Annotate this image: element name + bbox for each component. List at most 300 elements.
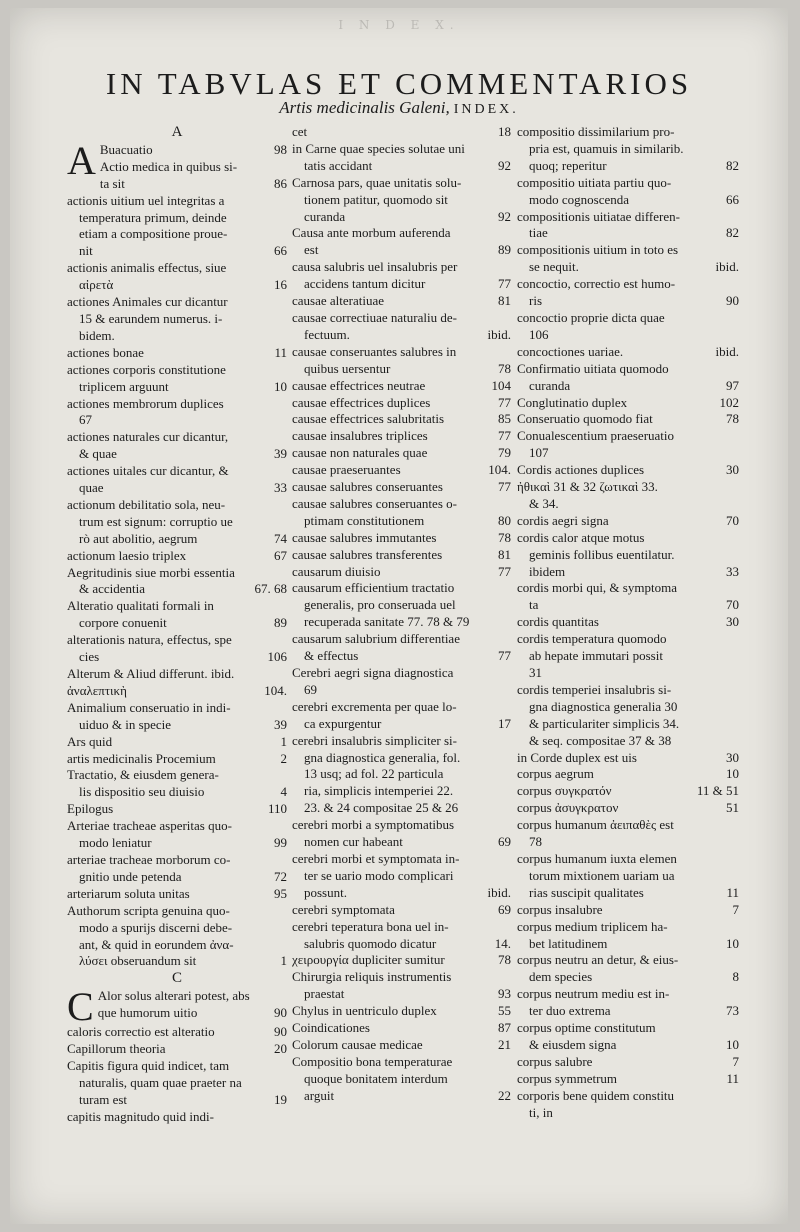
entry-line: 33 ibidem (529, 563, 739, 579)
entry-line: ti, in (529, 1104, 553, 1120)
page-reference: 102 (719, 394, 739, 410)
entry-line: 89 corpore conuenit (79, 615, 287, 631)
index-entry (517, 242, 739, 276)
index-entry (517, 851, 739, 902)
entry-line: ἠθικαὶ 31 & 32 ζωτικαὶ 33. (517, 479, 658, 495)
entry-line: ibid. se nequit. (529, 259, 739, 275)
entry-line: Alteratio qualitati formali in (67, 598, 214, 614)
index-entry (517, 919, 739, 953)
page-reference: 97 (726, 377, 739, 393)
page-reference: 8 (732, 969, 739, 985)
page-reference: 93 (498, 986, 511, 1002)
entry-line: 55 Chylus in uentriculo duplex (292, 1003, 511, 1019)
index-entry (292, 1037, 511, 1054)
entry-line: 82 tiae (529, 225, 739, 241)
entry-line: ibid. possunt. (304, 884, 511, 900)
entry-line: 30 Cordis actiones duplices (517, 462, 739, 478)
page-reference: 77 (498, 563, 511, 579)
index-entry (292, 919, 511, 953)
entry-line: cordis calor atque motus (517, 529, 645, 545)
entry-line: 70 ta (529, 597, 739, 613)
section-letter-header: C (171, 970, 182, 987)
page-reference: 74 (274, 530, 287, 546)
index-entry (292, 428, 511, 445)
page-reference: 66 (726, 191, 739, 207)
book-page (10, 8, 788, 1224)
entry-line: Confirmatio uitiata quomodo (517, 360, 669, 376)
entry-line: Causa ante morbum auferenda (292, 225, 451, 241)
page-reference: ibid. (487, 326, 511, 342)
entry-line: actionis animalis effectus, siue (67, 260, 227, 276)
index-entry (292, 496, 511, 530)
index-entry (67, 734, 287, 751)
entry-line: Carnosa pars, quae unitatis solu- (292, 174, 462, 190)
entry-line: 82 quoq; reperitur (529, 157, 739, 173)
index-entry (292, 902, 511, 919)
index-entry (517, 276, 739, 310)
entry-line: 67 actionum laesio triplex (67, 547, 287, 563)
page-reference: 51 (726, 800, 739, 816)
index-entry (517, 766, 739, 783)
index-entry (517, 952, 739, 986)
entry-line: 11 & 51 corpus συγκρατόν (517, 783, 739, 799)
page-title: IN TABVLAS ET COMMENTARIOS (105, 66, 693, 101)
index-entry (517, 344, 739, 361)
index-entry (292, 259, 511, 293)
page-reference: 77 (498, 394, 511, 410)
index-entry (292, 817, 511, 851)
index-entry (292, 851, 511, 902)
index-entry (292, 1003, 511, 1020)
page-reference: 89 (498, 242, 511, 258)
page-reference: 82 (726, 157, 739, 173)
entry-line: tionem patitur, quomodo sit (304, 191, 448, 207)
entry-line: 70 cordis aegri signa (517, 512, 739, 528)
index-entry (517, 1071, 739, 1088)
index-entry (517, 817, 739, 851)
page-reference: 90 (274, 1024, 287, 1040)
index-entry (292, 411, 511, 428)
index-entry (292, 310, 511, 344)
entry-line: Alor solus alterari potest, abs (97, 988, 250, 1004)
entry-line: 8 dem species (529, 969, 739, 985)
index-entry (292, 293, 511, 310)
index-entry (292, 564, 511, 581)
entry-line: 104. ἀναλεπτικὴ (67, 682, 287, 698)
entry-line: corpus humanum iuxta elemen (517, 850, 677, 866)
index-entry (292, 1054, 511, 1105)
entry-line: 77 causae effectrices duplices (292, 394, 511, 410)
index-entry (292, 479, 511, 496)
page-reference: 11 (274, 344, 287, 360)
page-reference: 77 (498, 276, 511, 292)
index-entry (67, 984, 287, 1030)
page-reference: 7 (732, 901, 739, 917)
entry-line: causarum salubrium differentiae (292, 631, 460, 647)
index-entry (292, 699, 511, 733)
page-reference: 70 (726, 512, 739, 528)
entry-line: torum mixtionem uariam ua (529, 867, 675, 883)
index-entry (517, 1088, 739, 1122)
page-reference: 2 (280, 750, 287, 766)
entry-line: 106 cies (79, 649, 287, 665)
index-entry (517, 175, 739, 209)
index-entry (517, 395, 739, 412)
entry-line: causarum efficientium tractatio (292, 580, 455, 596)
entry-line: naturalis, quam quae praeter na (79, 1074, 242, 1090)
entry-line: 77 & effectus (304, 648, 511, 664)
index-entry (517, 479, 739, 513)
page-reference: 33 (274, 480, 287, 496)
entry-line: 1 λύσει obseruandum sit (79, 953, 287, 969)
entry-line: 69 nomen cur habeant (304, 834, 511, 850)
entry-line: actionum debilitatio sola, neu- (67, 496, 226, 512)
index-entry (67, 666, 287, 683)
entry-line: corpus neutru an detur, & eius- (517, 952, 679, 968)
page-reference: 106 (267, 649, 287, 665)
index-entry (292, 141, 511, 175)
index-entry (67, 463, 287, 497)
page-reference: 10 (274, 378, 287, 394)
entry-line: 89 est (304, 242, 511, 258)
entry-line: 104. causae praeseruantes (292, 462, 511, 478)
index-entry (517, 682, 739, 750)
entry-line: 78 (529, 834, 542, 850)
entry-line: corporis bene quidem constitu (517, 1087, 675, 1103)
entry-line: 90 ris (529, 293, 739, 309)
page-reference: 33 (726, 563, 739, 579)
index-entry (517, 614, 739, 631)
entry-line: 97 curanda (529, 377, 739, 393)
index-entry (67, 818, 287, 852)
entry-line: Chirurgia reliquis instrumentis (292, 969, 452, 985)
index-entry (67, 683, 287, 700)
entry-line: 31 (529, 665, 542, 680)
entry-line: Actio medica in quibus si- (99, 158, 238, 174)
page-reference: 16 (274, 277, 287, 293)
index-entry (67, 362, 287, 396)
index-entry (517, 986, 739, 1020)
index-entry (517, 310, 739, 344)
entry-line: actiones Animales cur dicantur (67, 294, 228, 310)
page-reference: 66 (274, 243, 287, 259)
entry-line: 78 χειρουργία dupliciter sumitur (292, 952, 511, 968)
index-entry (517, 462, 739, 479)
index-entry (67, 548, 287, 565)
entry-line: actionis uitium uel integritas a (67, 192, 225, 208)
entry-line: 77 causarum diuisio (292, 563, 511, 579)
entry-line: Authorum scripta genuina quo- (67, 902, 230, 918)
entry-line: 110 Epilogus (67, 801, 287, 817)
page-reference: 20 (274, 1041, 287, 1057)
index-entry (292, 580, 511, 631)
page-reference: 92 (498, 157, 511, 173)
page-reference: 78 (498, 360, 511, 376)
index-entry (67, 396, 287, 430)
entry-line: modo a spurijs discerni debe- (79, 919, 233, 935)
entry-line: cerebri insalubris simpliciter si- (292, 732, 457, 748)
index-entry (67, 700, 287, 734)
entry-line: 90 que humorum uitio (97, 1005, 287, 1021)
page-reference: 39 (274, 716, 287, 732)
page-reference: 82 (726, 225, 739, 241)
entry-line: cordis morbi qui, & symptoma (517, 580, 677, 596)
entry-line: cerebri teperatura bona uel in- (292, 918, 449, 934)
entry-line: generalis, pro conseruada uel (304, 597, 456, 613)
page-reference: 110 (267, 801, 287, 817)
entry-line: 73 ter duo extrema (529, 1003, 739, 1019)
entry-line: corpus medium triplicem ha- (517, 918, 668, 934)
index-entry (67, 598, 287, 632)
index-entry (67, 260, 287, 294)
entry-line: 33 quae (79, 480, 287, 496)
index-entry (67, 767, 287, 801)
index-entry (517, 902, 739, 919)
entry-line: ibid. concoctiones uariae. (517, 343, 739, 359)
entry-line: 67. 68 & accidentia (79, 581, 287, 597)
page-reference: 11 & 51 (696, 783, 739, 799)
page-reference: 39 (274, 446, 287, 462)
page-reference: 67 (274, 547, 287, 563)
page-reference: 78 (726, 411, 739, 427)
entry-line: 10 corpus aegrum (517, 766, 739, 782)
entry-line: recuperada sanitate 77. 78 & 79 (304, 614, 470, 630)
page-reference: 77 (498, 648, 511, 664)
entry-line: capitis magnitudo quid indi- (67, 1108, 214, 1124)
entry-line: Cerebri aegri signa diagnostica (292, 665, 454, 680)
page-reference: 30 (726, 614, 739, 630)
index-entry (517, 209, 739, 243)
entry-line: & particulariter simplicis 34. (529, 715, 680, 731)
entry-line: 1 Ars quid (67, 733, 287, 749)
entry-line: causae salubres conseruantes o- (292, 495, 457, 511)
page-reference: 78 (498, 952, 511, 968)
index-entry (292, 665, 511, 699)
entry-line: Tractatio, & eiusdem genera- (67, 767, 219, 783)
page-reference: 78 (498, 529, 511, 545)
page-reference: 69 (498, 901, 511, 917)
page-reference: 11 (726, 884, 739, 900)
entry-line: 11 rias suscipit qualitates (529, 884, 739, 900)
entry-line: 20 Capillorum theoria (67, 1041, 287, 1057)
entry-line: concoctio, correctio est humo- (517, 276, 676, 292)
page-reference: 10 (726, 935, 739, 951)
index-entry (517, 1020, 739, 1054)
entry-line: causae conseruantes salubres in (292, 343, 457, 359)
index-entry (67, 497, 287, 548)
entry-line: 2 artis medicinalis Procemium (67, 750, 287, 766)
page-reference: 10 (726, 766, 739, 782)
entry-line: 66 nit (79, 243, 287, 259)
page-reference: 69 (498, 834, 511, 850)
index-entry (292, 124, 511, 141)
entry-line: 92 curanda (304, 208, 511, 224)
page-reference: 79 (498, 445, 511, 461)
entry-line: 30 in Corde duplex est uis (517, 749, 739, 765)
page-reference: 99 (274, 835, 287, 851)
page-reference: 104 (491, 377, 511, 393)
entry-line: cordis temperatura quomodo (517, 631, 667, 647)
entry-line: 99 modo leniatur (79, 835, 287, 851)
page-reference: 17 (498, 715, 511, 731)
entry-line: ter se uario modo complicari (304, 867, 454, 883)
index-entry (517, 631, 739, 682)
entry-line: actiones naturales cur dicantur, (67, 429, 229, 445)
entry-line: in Carne quae species solutae uni (292, 140, 465, 156)
entry-line: compositionis uitium in toto es (517, 242, 679, 258)
index-entry (517, 1054, 739, 1071)
page-reference: 19 (274, 1091, 287, 1107)
page-reference: 77 (498, 479, 511, 495)
entry-line: Conualescentium praeseruatio (517, 428, 675, 444)
index-entry (67, 137, 287, 193)
entry-line: causae correctiuae naturaliu de- (292, 309, 457, 325)
page-reference: 10 (726, 1036, 739, 1052)
entry-line: 92 tatis accidant (304, 157, 511, 173)
entry-line: Alterum & Aliud differunt. ibid. (67, 666, 235, 681)
entry-line: corpus optime constitutum (517, 1020, 656, 1036)
page-reference: 1 (280, 953, 287, 969)
entry-line: Animalium conseruatio in indi- (67, 699, 231, 715)
page-reference: 22 (498, 1087, 511, 1103)
index-entry (67, 1024, 287, 1041)
entry-line: 77 causae salubres conseruantes (292, 479, 511, 495)
entry-line: 11 actiones bonae (67, 344, 287, 360)
index-entry (292, 175, 511, 226)
entry-line: Compositio bona temperaturae (292, 1053, 453, 1069)
index-entry (67, 801, 287, 818)
entry-line: 30 cordis quantitas (517, 614, 739, 630)
entry-line: cerebri excrementa per quae lo- (292, 698, 457, 714)
entry-line: 69 (304, 681, 317, 697)
entry-line: 93 praestat (304, 986, 511, 1002)
index-column-2 (292, 124, 511, 1105)
page-reference: 55 (498, 1003, 511, 1019)
page-reference: 30 (726, 462, 739, 478)
entry-line: concoctio proprie dicta quae (517, 309, 665, 325)
page-reference: 70 (726, 597, 739, 613)
page-reference: 104. (264, 682, 287, 698)
index-column-3 (517, 124, 739, 1121)
index-entry (517, 783, 739, 800)
entry-line: 81 causae salubres transferentes (292, 546, 511, 562)
entry-line: trum est signum: corruptio ue (79, 513, 233, 529)
page-reference: 92 (498, 208, 511, 224)
entry-line: & 34. (529, 495, 559, 511)
page-reference: 81 (498, 293, 511, 309)
page-reference: 18 (498, 124, 511, 139)
entry-line: 13 usq; ad fol. 22 particula (304, 766, 444, 782)
index-entry (292, 378, 511, 395)
entry-line: causa salubris uel insalubris per (292, 259, 458, 275)
index-entry (292, 445, 511, 462)
page-reference: 7 (732, 1053, 739, 1069)
entry-line: 39 uiduo & in specie (79, 716, 287, 732)
entry-line: temperatura primum, deinde (79, 209, 227, 225)
index-entry (67, 1041, 287, 1058)
page-reference: 11 (726, 1070, 739, 1086)
entry-line: 102 Conglutinatio duplex (517, 394, 739, 410)
index-entry (67, 903, 287, 971)
index-entry (292, 530, 511, 547)
entry-line: Capitis figura quid indicet, tam (67, 1058, 230, 1074)
page-reference: 90 (726, 293, 739, 309)
page-reference: 85 (498, 411, 511, 427)
entry-line: 78 Conseruatio quomodo fiat (517, 411, 739, 427)
entry-line: 98 Buacuatio (99, 141, 287, 157)
entry-line: 14. salubris quomodo dicatur (304, 935, 511, 951)
entry-line: 16 αἰρετὰ (79, 277, 287, 293)
page-reference: 77 (498, 428, 511, 444)
index-entry (67, 886, 287, 903)
page-reference: ibid. (715, 343, 739, 359)
index-entry (517, 750, 739, 767)
entry-line: ria, simplicis intemperiei 22. (304, 783, 454, 799)
entry-line: compositio uitiata partiu quo- (517, 174, 672, 190)
entry-line: pria est, quamuis in similarib. (529, 140, 684, 156)
index-entry (67, 193, 287, 261)
bleed-through-text: I N D E X. (338, 18, 460, 32)
entry-line: cordis temperiei insalubris si- (517, 681, 672, 697)
page-reference: 4 (280, 784, 287, 800)
entry-line: compositionis uitiatae differen- (517, 208, 680, 224)
index-entry (517, 428, 739, 462)
entry-line: 74 rò aut abolitio, aegrum (79, 530, 287, 546)
entry-line: alterationis natura, effectus, spe (67, 632, 232, 648)
index-entry (292, 344, 511, 378)
entry-line: 106 (529, 326, 549, 342)
page-reference: 14. (494, 935, 511, 951)
entry-line: 11 corpus symmetrum (517, 1070, 739, 1086)
entry-line: arteriae tracheae morborum co- (67, 851, 231, 867)
entry-line: 104 causae effectrices neutrae (292, 377, 511, 393)
section-letter-header: A (171, 124, 183, 140)
entry-line: 10 bet latitudinem (529, 935, 739, 951)
entry-line: actiones corporis constitutione (67, 361, 226, 377)
entry-line: 107 (529, 445, 549, 461)
index-entry (517, 124, 739, 175)
index-entry (517, 361, 739, 395)
page-reference: 90 (274, 1005, 287, 1021)
entry-line: 78 quibus uersentur (304, 360, 511, 376)
entry-line: quoque bonitatem interdum (304, 1070, 448, 1086)
entry-line: 95 arteriarum soluta unitas (67, 885, 287, 901)
entry-line: 72 gnitio unde petenda (79, 868, 287, 884)
drop-cap: C (67, 984, 94, 1030)
entry-line: 23. & 24 compositae 25 & 26 (304, 800, 459, 816)
entry-line: 80 ptimam constitutionem (304, 512, 511, 528)
index-entry (517, 513, 739, 530)
entry-line: 66 modo cognoscenda (529, 191, 739, 207)
page-reference: 95 (274, 885, 287, 901)
entry-line: cerebri morbi et symptomata in- (292, 850, 460, 866)
page-reference: ibid. (715, 259, 739, 275)
entry-line: corpus humanum ἀειπαθὲς est (517, 817, 674, 833)
entry-line: 90 caloris correctio est alteratio (67, 1024, 287, 1040)
index-entry (292, 225, 511, 259)
entry-line: 17 ca expurgentur (304, 715, 511, 731)
page-reference: 80 (498, 512, 511, 528)
page-reference: 73 (726, 1003, 739, 1019)
index-column-1 (67, 124, 287, 1126)
page-reference: 98 (274, 141, 287, 157)
entry-line: actiones uitales cur dicantur, & (67, 463, 229, 479)
page-reference: 81 (498, 546, 511, 562)
index-entry (67, 751, 287, 768)
entry-line: 22 arguit (304, 1087, 511, 1103)
entry-line: gna diagnostica generalia, fol. (304, 749, 461, 765)
entry-line: compositio dissimilarium pro- (517, 124, 675, 139)
